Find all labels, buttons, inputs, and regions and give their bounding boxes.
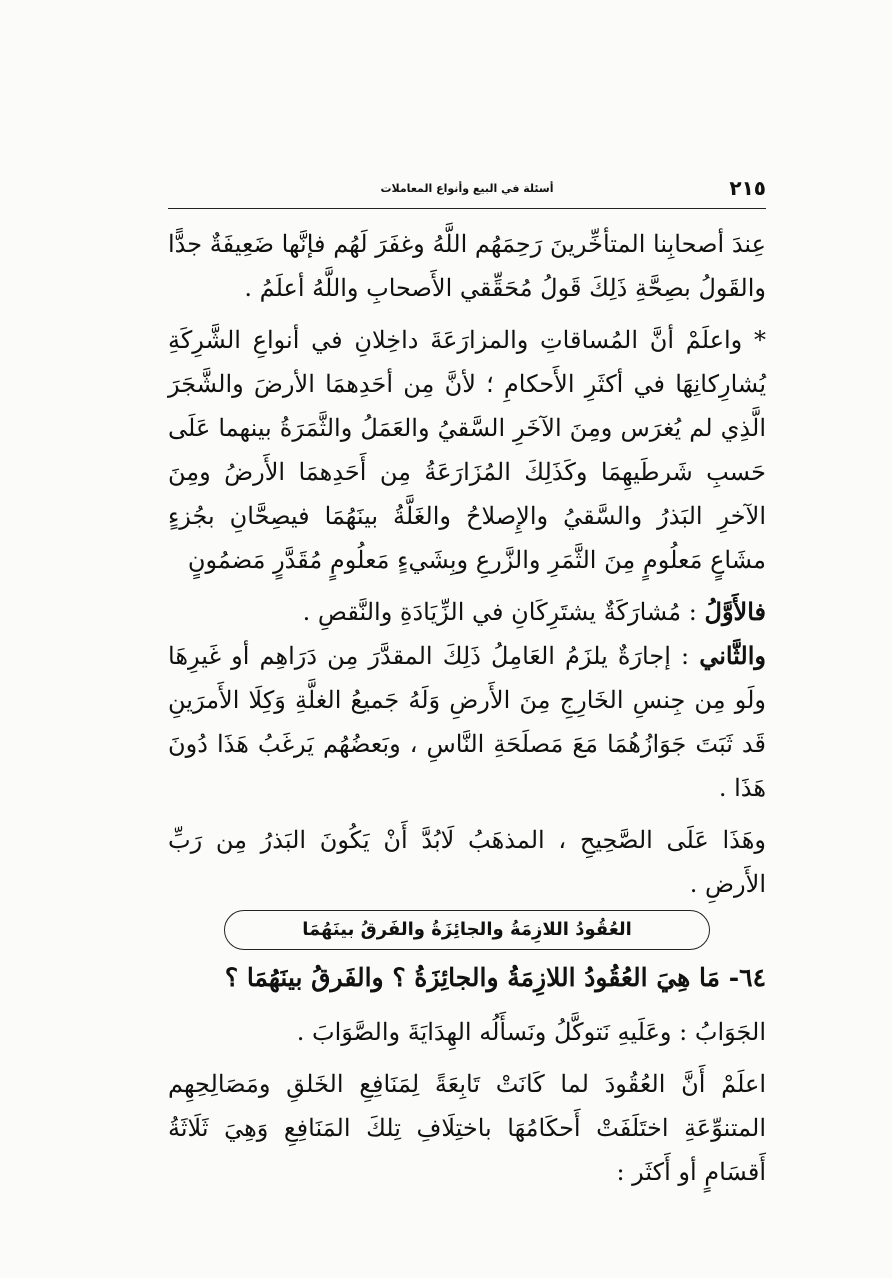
page-header (168, 176, 766, 206)
question-heading: ٦٤- مَا هِيَ العُقُودُ اللازِمَةُ والجائِزَةُ ؟ والفَرقُ بينَهُمَا ؟ (224, 963, 766, 992)
paragraph-2: * واعلَمْ أنَّ المُساقاتِ والمزارَعَةَ داخِلانِ في أنواعِ الشَّرِكَةِ يُشارِكانِهَا في أكثَرِ الأَحكامِ ؛ لأنَّ مِن أحَدِهمَا الأرضَ والشَّجَرَ الَّذِي لم يُغرَس ومِنَ الآخَرِ السَّقيُ والعَمَلُ والثَّمَرَةُ بينهما عَلَى حَسبِ شَرطَيهِمَا وكَذَلِكَ المُزَارَعَةُ مِن أَحَدِهمَا الأَرضُ ومِنَ الآخرِ البَذرُ والسَّقيُ والإِصلاحُ والغَلَّةُ بينَهُمَا فيصِحَّانِ بجُزءٍ مشَاعٍ مَعلُومٍ مِنَ الثَّمَرِ والزَّرعِ وبِشَيءٍ مَعلُومٍ مُقَدَّرٍ مَضمُونٍ (168, 326, 766, 574)
first-type-lead: فالأَوَّلُ (704, 597, 766, 626)
first-type-text: : مُشارَكَةٌ يشتَرِكَانِ في الزِّيَادَةِ والنَّقصِ . (302, 598, 705, 626)
page-body (168, 222, 766, 1202)
paragraph-5: وهَذَا عَلَى الصَّحِيحِ ، المذهَبُ لَابُدَّ أَنْ يَكُونَ البَذرُ مِن رَبِّ الأَرضِ . (168, 826, 766, 898)
page-number: ٢١٥ (729, 176, 766, 200)
paragraph-second-type (168, 634, 766, 810)
section-title-box: العُقُودُ اللازِمَةُ والجائِزَةُ والفَرقُ بينَهُمَا (224, 910, 710, 950)
paragraph-first-type (168, 590, 766, 634)
answer-opening: الجَوَابُ : وعَلَيهِ نَتوكَّلُ ونَسأَلُه الهِدَايَةَ والصَّوَابَ . (296, 1018, 766, 1046)
header-rule (168, 208, 766, 209)
paragraph-closing: اعلَمْ أَنَّ العُقُودَ لما كَانَتْ تَابِعَةً لِمَنَافِعِ الخَلقِ ومَصَالِحِهِم المتنوِّعَةِ اختَلَفَتْ أَحكَامُهَا باختِلَافِ تِلكَ المَنَافِعِ وَهِيَ ثَلَاثَةُ أَقسَامٍ أو أَكثَر : (168, 1070, 766, 1186)
second-type-lead: والثَّاني (699, 641, 766, 670)
running-title: أسئلة في البيع وأنواع المعاملات (380, 182, 554, 195)
second-type-text: : إجارَةٌ يلزَمُ العَامِلُ ذَلِكَ المقدَّرَ مِن دَرَاهِم أو غَيرِهَا ولَو مِن جِنسِ الخَارِجِ مِنَ الأَرضِ وَلَهُ جَميعُ الغلَّةِ وَكِلَا الأَمرَينِ قَد ثَبَتَ جَوَازُهُمَا مَعَ مَصلَحَةِ النَّاسِ ، وبَعضُهُم يَرغَبُ هَذَا دُونَ هَذَا . (168, 642, 766, 802)
paragraph-1: عِندَ أصحابِنا المتأخِّرينَ رَحِمَهُم اللَّهُ وغفَرَ لَهُم فإنَّها ضَعِيفَةٌ جدًّا والقَولُ بصِحَّةِ ذَلِكَ قَولُ مُحَقِّقي الأَصحابِ واللَّهُ أعلَمُ . (168, 230, 766, 302)
